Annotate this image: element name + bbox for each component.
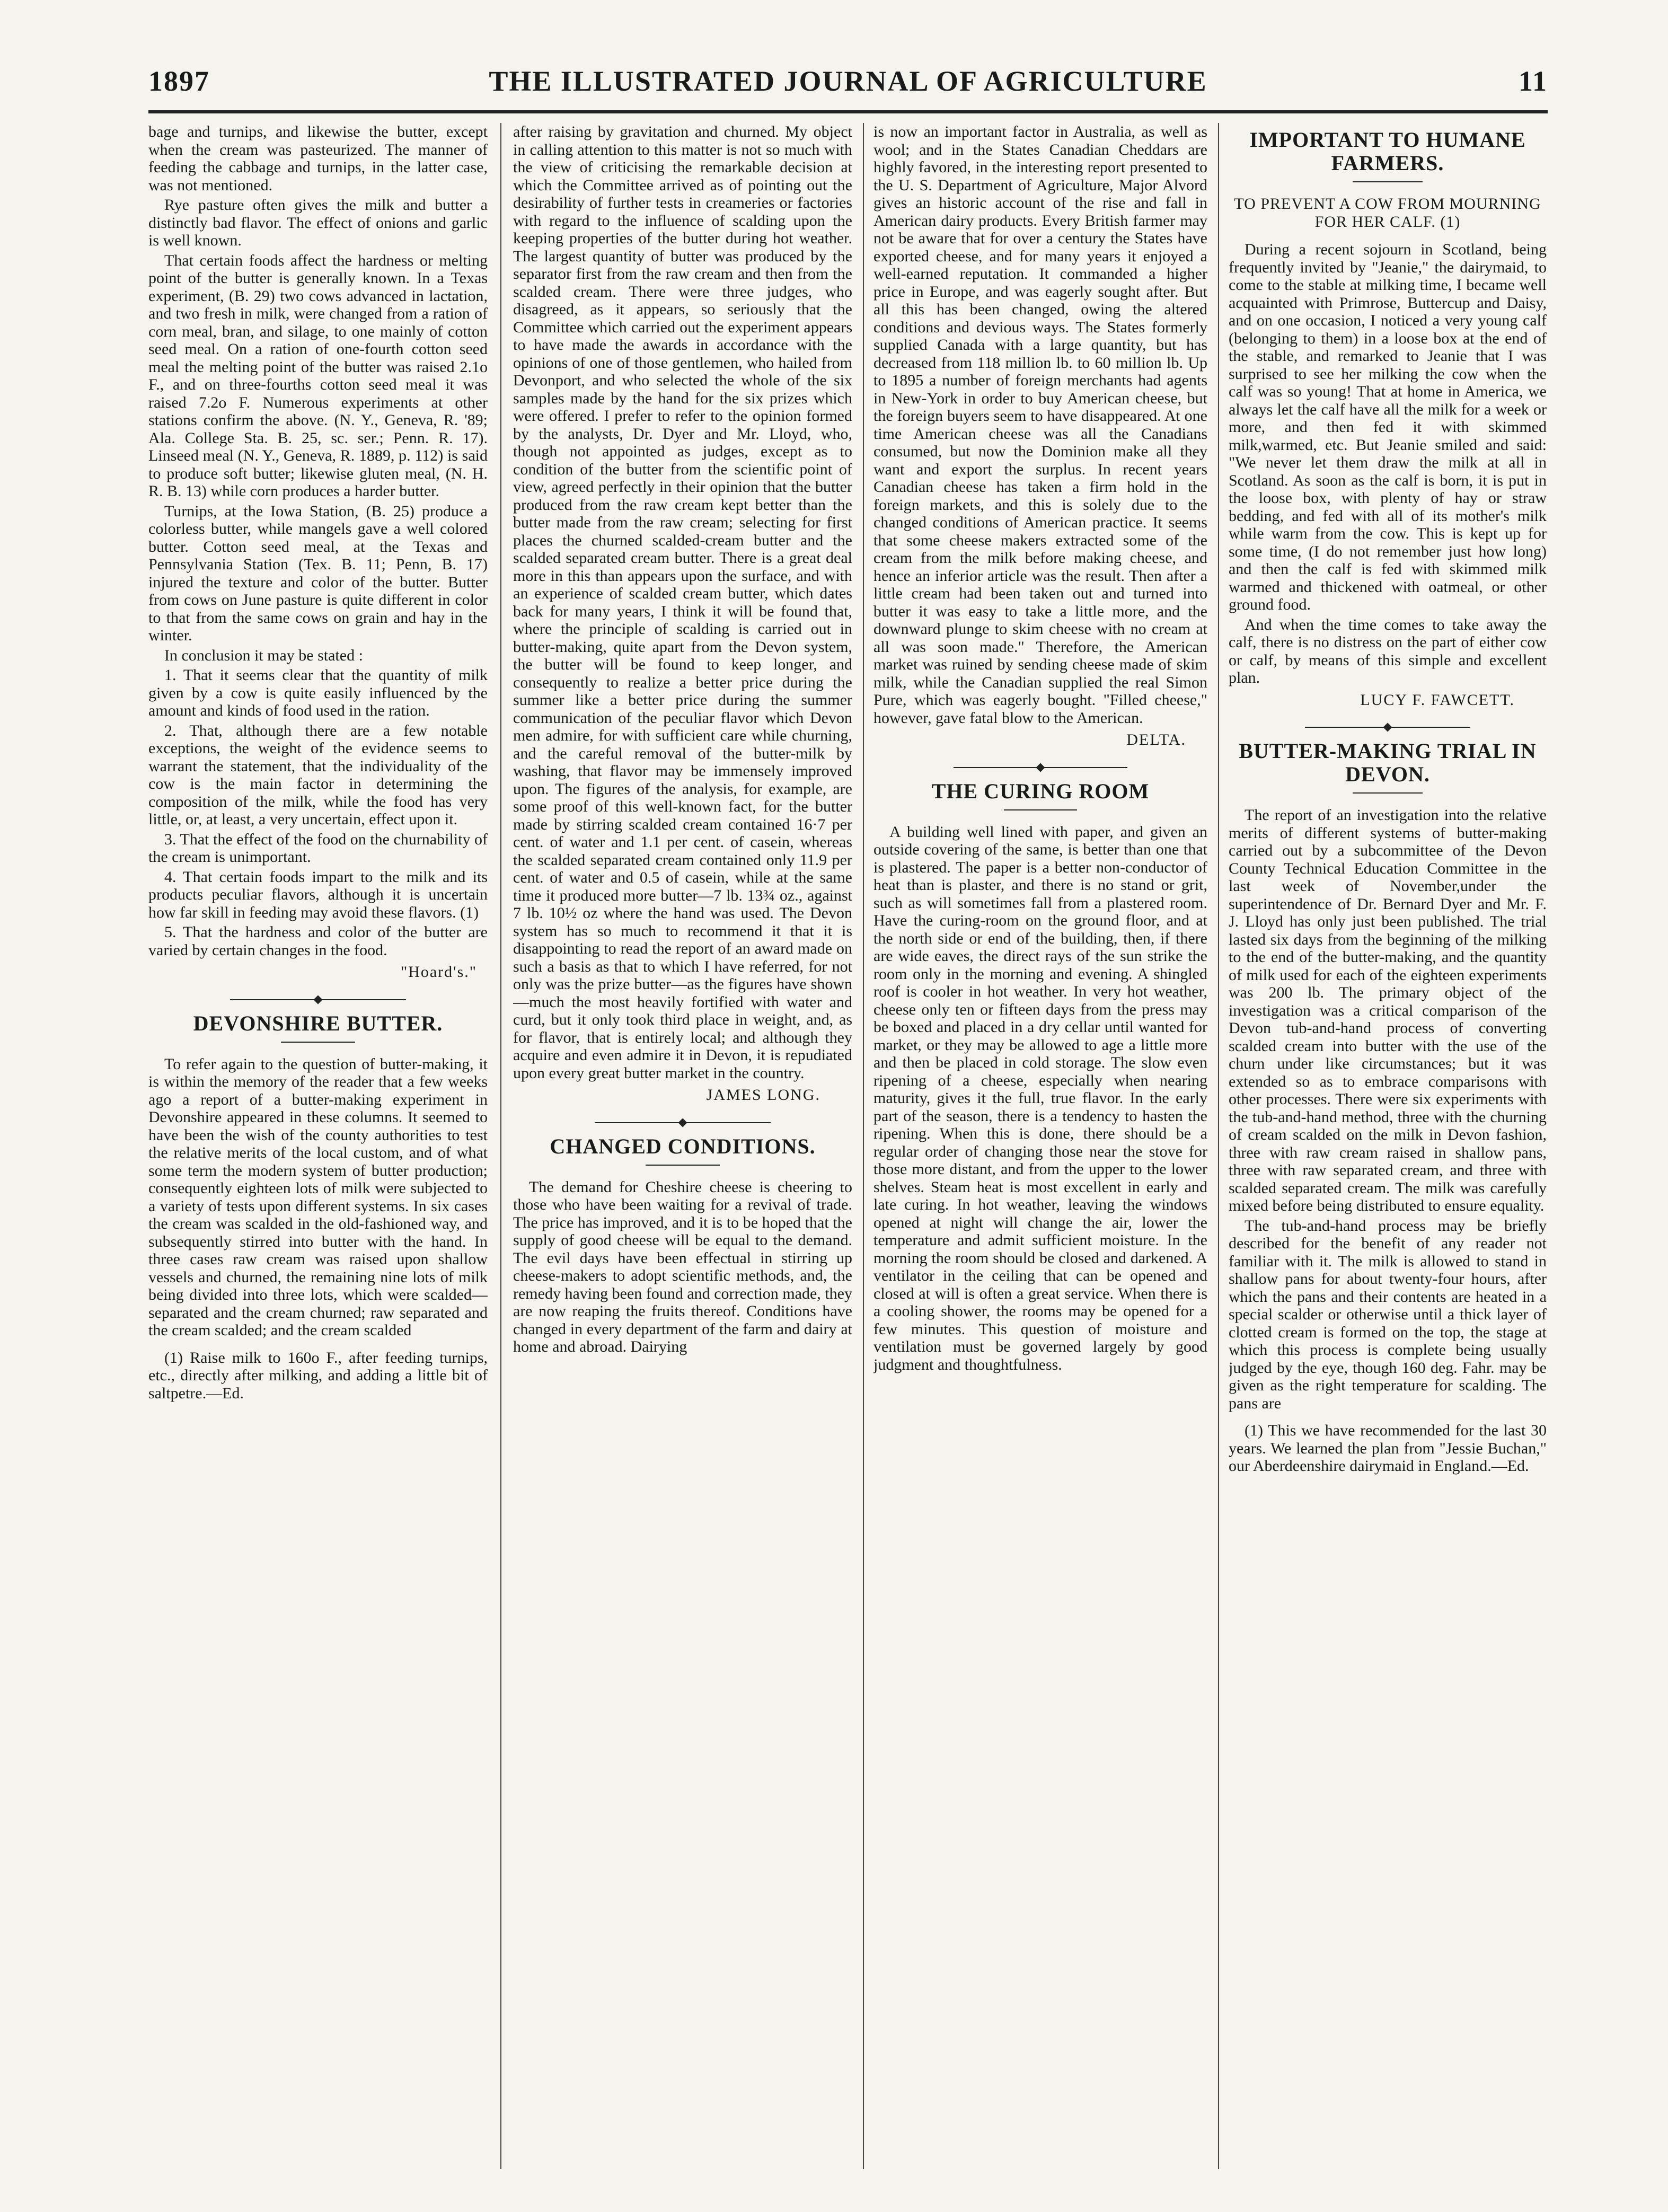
column-4 (1229, 123, 1547, 2169)
article-headline: BUTTER-MAKING TRIAL IN DEVON. (1239, 739, 1537, 786)
ornament-divider (595, 1122, 771, 1123)
article-subheadline: TO PREVENT A COW FROM MOURNING FOR HER CALF. (1) (1234, 195, 1541, 231)
column-divider (863, 123, 864, 2169)
column-2 (513, 123, 852, 2169)
paragraph: 1. That it seems clear that the quantity of milk given by a cow is quite easily influenced by the amount and kinds of food used in the ration. (148, 666, 488, 719)
signature: LUCY F. FAWCETT. (1360, 691, 1515, 709)
paragraph: The tub-and-hand process may be briefly described for the benefit of any reader not familiar with it. The milk is allowed to stand in shallow pans for about twenty-four hours, after which the pans and their contents are heated in a special scalder or otherwise until a thick layer of clotted cream is formed on the top, the stage at which this process is complete being usually judged by the eye, though 160 deg. Fahr. may be given as the right temperature for scalding. The pans are (1229, 1217, 1547, 1412)
footnote (148, 1349, 488, 1403)
paragraph: And when the time comes to take away the calf, there is no distress on the part of either cow or calf, by means of this simple and excellent plan. (1229, 615, 1547, 686)
headline-rule (1353, 181, 1423, 182)
paragraph: That certain foods affect the hardness or melting point of the butter is generally known. In a Texas experiment, (B. 29) two cows advanced in lactation, and two fresh in milk, were changed from a ration of corn meal, bran, and silage, to one mainly of cotton seed meal. On a ration of one-fourth cotton seed meal the melting point of the butter was raised 2.1o F., and on three-fourths cotton seed meal it was raised 7.2o F. Numerous experiments at other stations confirm the above. (N. Y., Geneva, R. '89; Ala. College Sta. B. 25, sc. ser.; Penn. R. 17). Linseed meal (N. Y., Geneva, R. 1889, p. 112) is said to produce soft butter; likewise gluten meal, (N. H. R. B. 13) while corn produces a harder butter. (148, 251, 488, 500)
ornament-divider (1305, 727, 1470, 728)
column-divider (1218, 123, 1219, 2169)
article-headline: THE CURING ROOM (931, 779, 1150, 803)
signature: DELTA. (1126, 731, 1186, 748)
headline-rule (1353, 792, 1423, 794)
paragraph: To refer again to the question of butter-making, it is within the memory of the reader that a few weeks ago a report of a butter-making experiment in Devonshire appeared in these columns. It seemed to have been the wish of the county authorities to test the relative merits of the local custom, and of what some term the modern system of butter production; consequently eighteen lots of milk were subjected to a variety of tests upon different systems. In six cases the cream was scalded in the old-fashioned way, and subsequently stirred into butter with the hand. In three cases raw cream was raised upon shallow vessels and churned, the remaining nine lots of milk being divided into three lots, which were scalded—separated and the cream churned; raw separated and the cream scalded; and the cream scalded (148, 1055, 488, 1339)
paragraph: In conclusion it may be stated : (164, 646, 363, 664)
paragraph: 4. That certain foods impart to the milk and its products peculiar flavors, although it is uncertain how far skill in feeding may avoid these flavors. (1) (148, 868, 488, 921)
paragraph: 3. That the effect of the food on the churnability of the cream is unimportant. (148, 830, 488, 866)
headline-rule (1004, 809, 1078, 810)
signature: "Hoard's." (400, 963, 477, 981)
paragraph: During a recent sojourn in Scotland, being frequently invited by "Jeanie," the dairymaid, to come to the stable at milking time, I became well acquainted with Primrose, Buttercup and Daisy, and on one occasion, I noticed a very young calf (belonging to them) in a loose box at the end of the stable, and remarked to Jeanie that I was surprised to see her milking the cow when the calf was so young! That at home in America, we always let the calf have all the milk for a week or more, and then fed it with skimmed milk,warmed, etc. But Jeanie smiled and said: "We never let them draw the milk at all in Scotland. As soon as the calf is born, it is put in the loose box, with plenty of hay or straw bedding, and fed with all of its mother's milk while warm from the cow. This is kept up for some time, (I do not remember just how long) and then the calf is fed with skimmed milk warmed and thickened with oatmeal, or other ground food. (1229, 241, 1547, 613)
column-3 (873, 123, 1207, 2169)
footnote-text: (1) Raise milk to 160o F., after feeding turnips, etc., directly after milking, and adding a little bit of saltpetre.—Ed. (148, 1349, 488, 1402)
paragraph: bage and turnips, and likewise the butter, except when the cream was pasteurized. The manner of feeding the cabbage and turnips, in the latter case, was not mentioned. (148, 123, 488, 194)
article-headline: CHANGED CONDITIONS. (550, 1134, 816, 1158)
paragraph: The demand for Cheshire cheese is cheering to those who have been waiting for a revival of trade. The price has improved, and it is to be hoped that the supply of good cheese will be equal to the demand. The evil days have been effectual in stirring up cheese-makers to adopt scientific methods, and, the remedy having been found and correction made, they are now reaping the fruits thereof. Conditions have changed in every department of the farm and dairy at home and abroad. Dairying (513, 1178, 852, 1355)
footnote (1229, 1422, 1547, 1475)
journal-title: THE ILLUSTRATED JOURNAL OF AGRICULTURE (489, 65, 1207, 97)
paragraph: The report of an investigation into the relative merits of different systems of butter-making carried out by a subcommittee of the Devon County Technical Education Committee in the last week of November,under the superintendence of Dr. Bernard Dyer and Mr. F. J. Lloyd has only just been published. The trial lasted six days from the beginning of the milking to the end of the butter-making, and the quantity of milk used for each of the eighteen experiments was 200 lb. The primary object of the investigation was a critical comparison of the Devon tub-and-hand process of converting scalded cream into butter with the use of the churn under like circumstances; but it was extended so as to embrace comparisons with other processes. There were six experiments with the tub-and-hand method, three with the churning of cream scalded on the milk in Devon fashion, three with raw cream raised in shallow pans, three with raw separated cream, and three with scalded separated cream. The milk was carefully mixed before being distributed to ensure equality. (1229, 806, 1547, 1214)
header-year: 1897 (148, 65, 210, 97)
paragraph: 2. That, although there are a few notable exceptions, the weight of the evidence seems to warrant the statement, that the individuality of the cow is the main factor in determining the composition of the milk, while the food has very little, or, at least, a very uncertain, effect upon it. (148, 721, 488, 828)
signature: JAMES LONG. (706, 1086, 820, 1104)
page-number: 11 (1518, 65, 1548, 97)
column-divider (500, 123, 501, 2169)
paragraph: Turnips, at the Iowa Station, (B. 25) produce a colorless butter, while mangels gave a well colored butter. Cotton seed meal, at the Texas and Pennsylvania Station (Tex. B. 11; Penn, B. 17) injured the texture and color of the butter. Butter from cows on June pasture is quite different in color to that from the same cows on grain and hay in the winter. (148, 502, 488, 644)
headline-rule (281, 1042, 356, 1043)
ornament-divider (954, 767, 1127, 768)
footnote-text: (1) This we have recommended for the last 30 years. We learned the plan from "Jessie Buchan," our Aberdeenshire dairymaid in England.—Ed. (1229, 1422, 1547, 1475)
article-headline: IMPORTANT TO HUMANE FARMERS. (1249, 128, 1526, 175)
paragraph: 5. That the hardness and color of the butter are varied by certain changes in the food. (148, 923, 488, 959)
paragraph: after raising by gravitation and churned. My object in calling attention to this matter is not so much with the view of criticising the remarkable decision at which the Committee arrived as of pointing out the desirability of further tests in creameries or factories with regard to the influence of scalding upon the keeping properties of the butter during hot weather. The largest quantity of butter was produced by the separator first from the raw cream and then from the scalded cream. There were three judges, who disagreed, as it appears, so seriously that the Committee which carried out the experiment appears to have made the awards in accordance with the opinions of one of those gentlemen, who hailed from Devonport, and who selected the whole of the six samples made by the hand for the six prizes which were offered. I prefer to refer to the opinion formed by the analysts, Dr. Dyer and Mr. Lloyd, who, though not appointed as judges, except as to condition of the butter from the scientific point of view, agreed perfectly in their opinion that the butter produced from the raw cream kept better than the butter made from the raw cream; selecting for first places the churned scalded-cream butter and the scalded separated cream butter. There is a great deal more in this than appears upon the surface, and with an experience of scalded cream butter, which dates back for many years, I think it will be found that, where the principle of scalding is carried out in butter-making, quite apart from the Devon system, the butter will be found to keep longer, and consequently to realize a better price during the summer like a better price during the summer communication of the peculiar flavor which Devon men admire, for with sufficient care while churning, and the careful removal of the butter-milk by washing, that flavor may be immensely improved upon. The figures of the analysis, for example, are some proof of this well-known fact, for the butter made by stirring scalded cream contained 16·7 per cent. of water and 1.1 per cent. of casein, whereas the scalded separated cream contained only 11.9 per cent. of water and 0.5 of casein, while at the same time it produced more butter—7 lb. 13¾ oz., against 7 lb. 10½ oz where the hand was used. The Devon system has so much to recommend it that it is disappointing to read the report of an award made on such a basis as that to which I have referred, for not only was the prize butter—as the figures have shown—much the most heavily fortified with water and curd, but it only took third place in weight, and, as for flavor, that is entirely local; and although they acquire and even admire it in Devon, it is repudiated upon every great butter market in the country. (513, 123, 852, 1082)
paragraph: A building well lined with paper, and given an outside covering of the same, is better than one that is plastered. The paper is a better non-conductor of heat than is plaster, and there is no stand or grit, such as will sometimes fall from a plastered room. Have the curing-room on the ground floor, and at the north side or end of the building, then, if there are wide eaves, the direct rays of the sun strike the room only in the morning and evening. A shingled roof is cooler in hot weather. In very hot weather, cheese only ten or fifteen days from the press may be boxed and placed in a dry cellar until wanted for market, or they may be allowed to age a little more and then be placed in cold storage. The slow even ripening of a cheese, especially when nearing maturity, gives it the full, true flavor. In the early part of the season, there is a tendency to hasten the ripening. When this is done, there should be a regular order of changing those near the stove for those more distant, and from the upper to the lower shelves. Steam heat is most excellent in early and late curing. In hot weather, leaving the windows opened at night will change the air, lower the temperature and admit sufficient moisture. In the morning the room should be closed and darkened. A ventilator in the ceiling that can be opened and closed at will is often a great service. When there is a cooling shower, the rooms may be opened for a few minutes. This question of moisture and ventilation must be governed largely by good judgment and thoughtfulness. (873, 823, 1207, 1373)
paragraph: is now an important factor in Australia, as well as wool; and in the States Canadian Cheddars are highly favored, in the interesting report presented to the U. S. Department of Agriculture, Major Alvord gives an historic account of the rise and fall in American dairy products. Every British farmer may not be aware that for over a century the States have exported cheese, and for many years it enjoyed a well-earned reputation. It commanded a higher price in Europe, and was eagerly sought after. But all this has been changed, owing the altered conditions and devious ways. The States formerly supplied Canada with a large quantity, but has decreased from 118 million lb. to 60 million lb. Up to 1895 a number of foreign merchants had agents in New-York in order to buy American cheese, but the foreign buyers seem to have disappeared. At one time American cheese was all the Canadians consumed, but now the Dominion make all they want and export the surplus. In recent years Canadian cheese has taken a firm hold in the foreign markets, and this is solely due to the changed conditions of American practice. It seems that some cheese makers extracted some of the cream from the milk before making cheese, and hence an inferior article was the result. Then after a little cream had been taken out and turned into butter it was easy to take a little more, and the downward plunge to skim cheese with no cream at all was soon made." Therefore, the American market was ruined by sending cheese made of skim milk, while the Canadian supplied the real Simon Pure, which was eagerly bought. "Filled cheese," however, gave fatal blow to the American. (873, 123, 1207, 727)
header-rule (148, 110, 1548, 113)
column-1 (148, 123, 488, 2169)
article-headline: DEVONSHIRE BUTTER. (193, 1011, 443, 1035)
headline-rule (646, 1165, 720, 1166)
paragraph: Rye pasture often gives the milk and butter a distinctly bad flavor. The effect of onions and garlic is well known. (148, 196, 488, 249)
ornament-divider (230, 999, 407, 1000)
running-head (148, 59, 1548, 107)
